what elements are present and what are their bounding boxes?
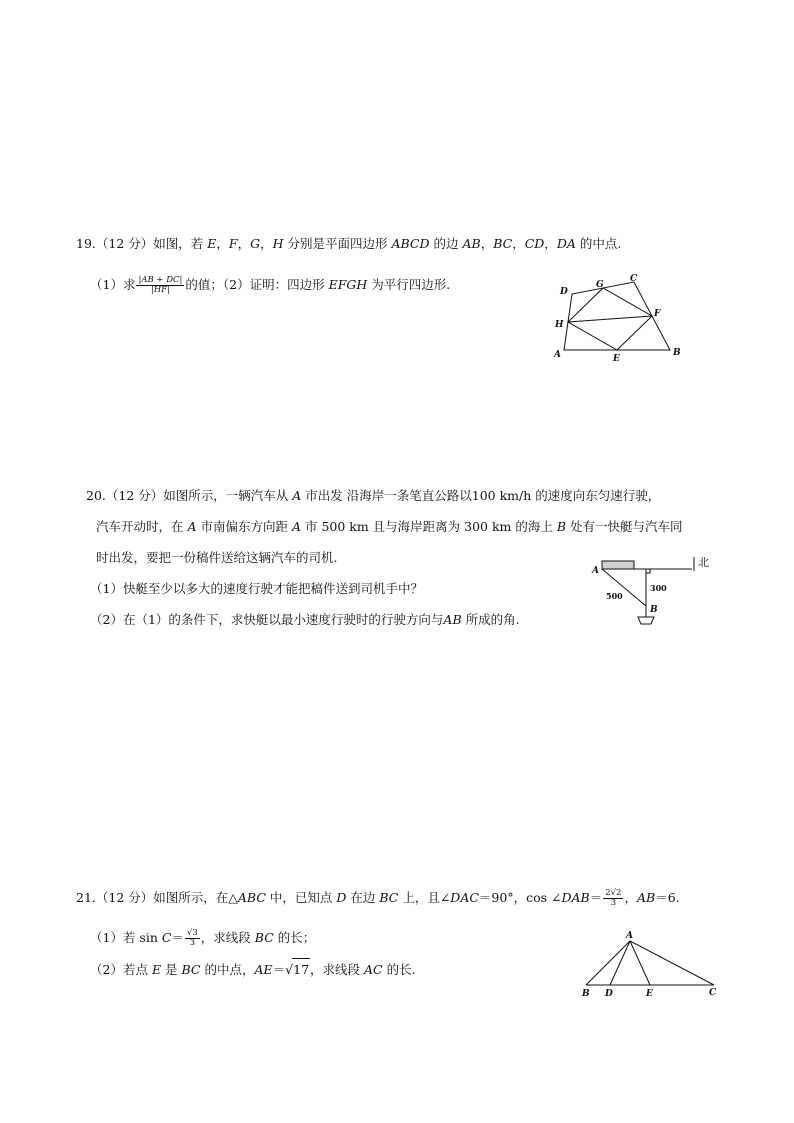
q21-text: ＝ [589,890,603,905]
q20-label-300: 300 [650,583,667,593]
q19-sep: ， [216,236,229,251]
q19-label-E: E [613,354,620,364]
q21-sqrt-sign: √ [285,962,294,977]
q21-part1-text: ＝ [171,930,184,945]
q21-var: ABC [237,890,266,905]
q21-part2-text: 是 [161,962,182,977]
q19-frac-num: |AB + DC| [138,275,183,285]
q19-fraction [136,276,184,295]
q21-segment-AC [630,941,714,985]
q21-var: DAC [450,890,479,905]
q21-segment-AD [610,941,630,985]
q21-sin-den: 3 [189,938,196,948]
q21-cos-den: 3 [610,898,617,908]
q21-label-B: B [582,989,590,999]
q21-part2-text: 的中点， [200,962,255,977]
q20-var: AB [443,612,462,627]
q21-var: E [151,962,162,977]
q21-segment-AE [630,941,650,985]
q21-text: ， [624,890,637,905]
q19-var: ABCD [391,236,430,251]
q19-var: DA [556,236,576,251]
q19-var: H [272,236,284,251]
q19-label-F: F [654,309,661,319]
q19-label-D: D [560,287,568,297]
q20-coast-figure [590,553,720,633]
q20-right-angle-mark [646,569,650,573]
q21-var: BC [254,930,274,945]
q20-text: 市出发 沿海岸一条笔直公路以100 km/h 的速度向东匀速行驶， [301,488,661,503]
q21-text: 上，且∠ [398,890,451,905]
q21-part2-text: （2）若点 [90,962,152,977]
q20-part2 [90,611,520,629]
q21-var: AB [636,890,656,905]
q19-var: CD [524,236,545,251]
q21-text: ＝90°，cos ∠ [478,890,562,905]
q21-text: ＝6. [655,890,680,905]
q21-stem [76,886,680,910]
q20-var: A [291,519,301,534]
q20-line2 [96,518,683,536]
q20-car [602,561,634,569]
q20-number: 20. [86,488,106,503]
q21-cos-num: 2√2 [605,888,622,898]
q21-part1-text: （1）若 sin [90,930,162,945]
q19-text: 分别是平面四边形 [283,236,392,251]
q20-part2-text: （2）在（1）的条件下，求快艇以最小速度行驶时的行驶方向与 [90,612,444,627]
q21-part1-text: 的长； [273,930,316,945]
q21-triangle-figure [578,928,723,1003]
q21-label-D: D [605,989,613,999]
q20-text: 时出发，要把一份稿件送给这辆汽车的司机. [96,550,338,565]
q19-text: 如图，若 [153,236,208,251]
q20-label-north: 北 [698,556,709,569]
q20-part1 [90,580,423,598]
q19-quadrilateral-figure [550,270,690,365]
q20-text: 如图所示，一辆汽车从 [163,488,293,503]
q19-label-B: B [673,348,681,358]
q20-boat [638,617,654,624]
q19-var: EFGH [328,277,368,292]
q21-var: DAB [561,890,590,905]
q21-var: AC [364,962,383,977]
q21-var: BC [379,890,399,905]
q21-part2 [90,958,416,981]
q21-var: BC [181,962,201,977]
q19-text: 的中点. [575,236,622,251]
q19-var: AB [462,236,481,251]
q19-var: G [250,236,261,251]
q19-score: （12 分） [95,236,154,251]
q21-text: 中，已知点 [265,890,337,905]
q20-text: 市 500 km 且与海岸距离为 300 km 的海上 [301,519,557,534]
q21-part2-text: ＝ [272,962,286,977]
q21-cos-fraction [603,889,623,908]
q21-part1-text: ，求线段 [200,930,255,945]
q21-label-E: E [646,989,653,999]
q19-part-text: 为平行四边形. [367,277,451,292]
q21-label-C: C [709,988,717,998]
q19-segment-HF [568,316,652,322]
q19-var: E [207,236,217,251]
q20-score: （12 分） [105,488,164,503]
q19-label-G: G [596,280,604,290]
q19-stem: 19.（12 分）如图，若 E，F，G，H 分别是平面四边形 ABCD 的边 AB，BC，CD，DA 的中点. [76,236,622,251]
q21-sqrt-value: 17 [292,958,310,981]
q21-sin-fraction [185,929,200,948]
q19-var: BC [493,236,513,251]
q21-sin-num: √3 [186,928,198,938]
q19-label-A: A [554,350,561,360]
q19-text: 的边 [429,236,463,251]
q20-var: A [292,488,302,503]
q19-label-C: C [630,274,638,284]
q20-line3 [96,549,337,567]
q21-var: D [336,890,347,905]
q21-var: AE [254,962,273,977]
q19-frac-den: |HF| [150,285,170,295]
q20-label-A: A [592,566,599,576]
q20-part1-text: （1）快艇至少以多大的速度行驶才能把稿件送到司机手中？ [90,581,423,596]
q19-parts [90,274,450,296]
q19-sep: ， [237,236,251,251]
q21-part2-text: 的长. [382,962,416,977]
q21-score: （12 分） [95,890,154,905]
q21-segment-AB [586,941,630,985]
q20-text: 处有一快艇与汽车同 [566,519,683,534]
q21-var: C [161,930,172,945]
q21-part2-text: ，求线段 [310,962,365,977]
q20-text: 市南偏东方向距 [196,519,292,534]
q20-line1 [86,487,660,505]
q20-var: B [556,519,567,534]
q19-label-H: H [555,320,564,330]
q21-number: 21. [76,890,96,905]
q21-label-A: A [626,931,633,941]
q21-part1 [90,926,315,950]
q20-text: 汽车开动时，在 [96,519,188,534]
q20-part2-text: 所成的角. [461,612,520,627]
q20-label-B: B [650,605,658,615]
q19-var: F [228,236,238,251]
q21-text: 如图所示，在△ [153,890,238,905]
q19-part1-label: （1）求 [90,277,136,292]
q19-sep: ， [260,236,273,251]
q21-text: 在边 [346,890,380,905]
q19-number: 19. [76,236,96,251]
q20-label-500: 500 [606,591,623,601]
q19-part-text: 的值；（2）证明：四边形 [185,277,329,292]
q20-var: A [187,519,197,534]
